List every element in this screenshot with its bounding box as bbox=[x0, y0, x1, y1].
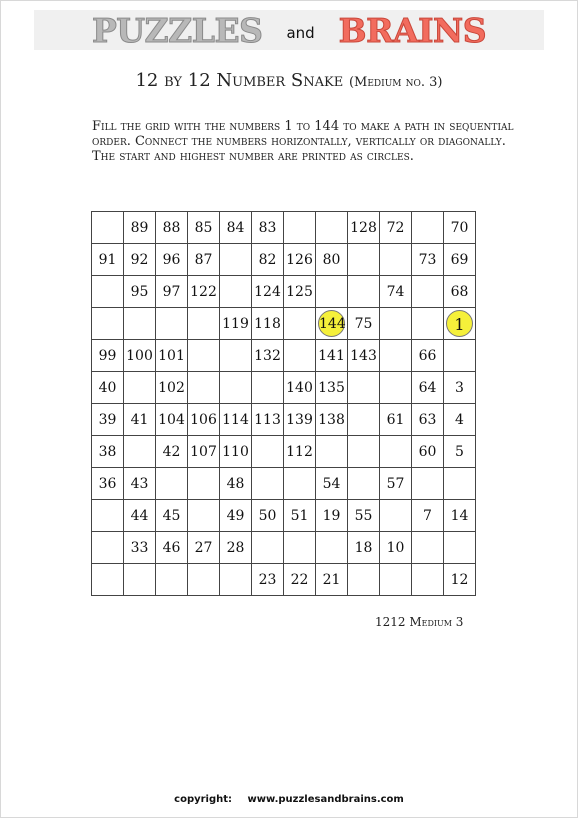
grid-cell[interactable]: 61 bbox=[380, 404, 412, 436]
grid-cell[interactable]: 27 bbox=[188, 532, 220, 564]
grid-cell[interactable] bbox=[188, 340, 220, 372]
grid-cell[interactable]: 74 bbox=[380, 276, 412, 308]
logo-banner bbox=[34, 10, 544, 50]
grid-cell[interactable] bbox=[156, 308, 188, 340]
grid-cell[interactable] bbox=[380, 564, 412, 596]
grid-cell[interactable]: 106 bbox=[188, 404, 220, 436]
grid-cell[interactable]: 46 bbox=[156, 532, 188, 564]
grid-cell[interactable] bbox=[284, 308, 316, 340]
grid-cell[interactable] bbox=[220, 276, 252, 308]
grid-cell[interactable]: 70 bbox=[444, 212, 476, 244]
grid-cell[interactable]: 45 bbox=[156, 500, 188, 532]
grid-cell[interactable]: 50 bbox=[252, 500, 284, 532]
grid-cell[interactable]: 102 bbox=[156, 372, 188, 404]
puzzle-code: 1212 Medium 3 bbox=[375, 615, 464, 629]
grid-cell[interactable]: 72 bbox=[380, 212, 412, 244]
instructions bbox=[92, 119, 562, 164]
grid-cell[interactable]: 40 bbox=[92, 372, 124, 404]
grid-cell[interactable]: 101 bbox=[156, 340, 188, 372]
grid-cell[interactable] bbox=[92, 276, 124, 308]
grid-row bbox=[92, 532, 476, 564]
grid-cell[interactable]: 7 bbox=[412, 500, 444, 532]
grid-cell[interactable]: 39 bbox=[92, 404, 124, 436]
grid-cell[interactable]: 22 bbox=[284, 564, 316, 596]
grid-cell[interactable]: 89 bbox=[124, 212, 156, 244]
grid-row bbox=[92, 500, 476, 532]
grid-cell[interactable]: 68 bbox=[444, 276, 476, 308]
grid-cell[interactable]: 112 bbox=[284, 436, 316, 468]
title-main: 12 by 12 Number Snake bbox=[135, 70, 344, 91]
grid-cell[interactable] bbox=[316, 276, 348, 308]
grid-cell[interactable]: 44 bbox=[124, 500, 156, 532]
grid-cell[interactable] bbox=[412, 532, 444, 564]
grid-cell[interactable]: 87 bbox=[188, 244, 220, 276]
grid-cell[interactable] bbox=[124, 308, 156, 340]
grid-cell[interactable]: 41 bbox=[124, 404, 156, 436]
grid-cell[interactable]: 36 bbox=[92, 468, 124, 500]
page-title bbox=[0, 70, 578, 91]
grid-cell[interactable] bbox=[284, 340, 316, 372]
grid-cell[interactable] bbox=[188, 500, 220, 532]
grid-cell[interactable]: 143 bbox=[348, 340, 380, 372]
grid-cell[interactable] bbox=[220, 244, 252, 276]
grid-cell[interactable] bbox=[380, 340, 412, 372]
logo-brains: BRAINS bbox=[338, 10, 487, 50]
grid-cell[interactable]: 113 bbox=[252, 404, 284, 436]
grid-cell[interactable] bbox=[412, 564, 444, 596]
grid-cell[interactable] bbox=[92, 564, 124, 596]
instruction-line: Fill the grid with the numbers 1 to 144 to make a path in sequential bbox=[92, 119, 514, 134]
grid-cell[interactable]: 99 bbox=[92, 340, 124, 372]
grid-cell[interactable] bbox=[284, 468, 316, 500]
grid-cell[interactable] bbox=[380, 372, 412, 404]
grid-cell[interactable]: 119 bbox=[220, 308, 252, 340]
copyright-footer bbox=[0, 794, 578, 805]
grid-cell[interactable]: 88 bbox=[156, 212, 188, 244]
grid-cell[interactable] bbox=[252, 372, 284, 404]
instruction-line: order. Connect the numbers horizontally, vertically or diagonally. bbox=[92, 134, 506, 149]
grid-cell[interactable] bbox=[316, 212, 348, 244]
grid-cell[interactable]: 132 bbox=[252, 340, 284, 372]
grid-cell[interactable] bbox=[220, 372, 252, 404]
grid-cell[interactable] bbox=[188, 468, 220, 500]
grid-cell[interactable]: 54 bbox=[316, 468, 348, 500]
grid-cell[interactable]: 51 bbox=[284, 500, 316, 532]
grid-cell[interactable] bbox=[412, 212, 444, 244]
grid-cell[interactable]: 19 bbox=[316, 500, 348, 532]
grid-cell[interactable]: 69 bbox=[444, 244, 476, 276]
grid-row bbox=[92, 564, 476, 596]
grid-row bbox=[92, 340, 476, 372]
grid-cell[interactable] bbox=[188, 308, 220, 340]
grid-cell[interactable]: 48 bbox=[220, 468, 252, 500]
grid-cell[interactable]: 23 bbox=[252, 564, 284, 596]
puzzle-grid bbox=[91, 211, 476, 596]
grid-cell[interactable] bbox=[412, 276, 444, 308]
grid-cell[interactable]: 118 bbox=[252, 308, 284, 340]
grid-row bbox=[92, 372, 476, 404]
grid-cell[interactable]: 135 bbox=[316, 372, 348, 404]
title-sub: (Medium no. 3) bbox=[348, 75, 443, 90]
grid-cell[interactable] bbox=[188, 372, 220, 404]
grid-cell[interactable]: 124 bbox=[252, 276, 284, 308]
grid-row bbox=[92, 244, 476, 276]
grid-cell[interactable]: 100 bbox=[124, 340, 156, 372]
grid-row bbox=[92, 212, 476, 244]
grid-cell[interactable]: 55 bbox=[348, 500, 380, 532]
grid-cell[interactable]: 60 bbox=[412, 436, 444, 468]
grid-cell[interactable]: 110 bbox=[220, 436, 252, 468]
grid-cell[interactable]: 64 bbox=[412, 372, 444, 404]
grid-row bbox=[92, 276, 476, 308]
grid-cell[interactable]: 85 bbox=[188, 212, 220, 244]
grid-cell[interactable]: 141 bbox=[316, 340, 348, 372]
grid-cell[interactable]: 43 bbox=[124, 468, 156, 500]
grid-cell[interactable]: 107 bbox=[188, 436, 220, 468]
grid-cell[interactable] bbox=[412, 308, 444, 340]
grid-cell[interactable] bbox=[156, 564, 188, 596]
grid-cell[interactable] bbox=[348, 436, 380, 468]
grid-cell[interactable] bbox=[316, 308, 348, 340]
grid-cell[interactable]: 128 bbox=[348, 212, 380, 244]
grid-cell[interactable] bbox=[444, 340, 476, 372]
grid-cell[interactable] bbox=[348, 468, 380, 500]
grid-cell[interactable] bbox=[348, 372, 380, 404]
grid-cell[interactable] bbox=[380, 500, 412, 532]
grid-row bbox=[92, 436, 476, 468]
grid-cell[interactable]: 126 bbox=[284, 244, 316, 276]
grid-cell[interactable]: 92 bbox=[124, 244, 156, 276]
grid-cell[interactable]: 49 bbox=[220, 500, 252, 532]
grid-row bbox=[92, 308, 476, 340]
grid-cell[interactable]: 80 bbox=[316, 244, 348, 276]
grid-cell[interactable] bbox=[380, 244, 412, 276]
grid-cell[interactable]: 66 bbox=[412, 340, 444, 372]
grid-cell[interactable]: 10 bbox=[380, 532, 412, 564]
grid-cell[interactable] bbox=[188, 564, 220, 596]
grid-cell[interactable] bbox=[252, 436, 284, 468]
grid-cell[interactable]: 95 bbox=[124, 276, 156, 308]
grid-cell[interactable] bbox=[220, 564, 252, 596]
grid-cell[interactable]: 91 bbox=[92, 244, 124, 276]
instruction-line: The start and highest number are printed as circles. bbox=[92, 149, 414, 164]
grid-cell[interactable]: 14 bbox=[444, 500, 476, 532]
copyright-url: www.puzzlesandbrains.com bbox=[247, 794, 404, 805]
grid-cell[interactable]: 122 bbox=[188, 276, 220, 308]
grid-cell[interactable] bbox=[92, 212, 124, 244]
grid-cell[interactable] bbox=[156, 468, 188, 500]
grid-cell[interactable] bbox=[444, 468, 476, 500]
grid-cell[interactable] bbox=[348, 244, 380, 276]
circled-number: 144 bbox=[318, 310, 345, 337]
grid-cell[interactable] bbox=[252, 532, 284, 564]
grid-cell[interactable] bbox=[444, 308, 476, 340]
grid-cell[interactable]: 33 bbox=[124, 532, 156, 564]
grid-cell[interactable] bbox=[220, 340, 252, 372]
grid-cell[interactable]: 84 bbox=[220, 212, 252, 244]
grid-cell[interactable]: 18 bbox=[348, 532, 380, 564]
copyright-label: copyright: bbox=[174, 794, 233, 805]
grid-cell[interactable]: 97 bbox=[156, 276, 188, 308]
grid-cell[interactable] bbox=[348, 276, 380, 308]
grid-row bbox=[92, 404, 476, 436]
grid-cell[interactable]: 82 bbox=[252, 244, 284, 276]
grid-cell[interactable]: 5 bbox=[444, 436, 476, 468]
grid-cell[interactable]: 139 bbox=[284, 404, 316, 436]
grid-cell[interactable]: 28 bbox=[220, 532, 252, 564]
grid-cell[interactable] bbox=[316, 436, 348, 468]
grid-cell[interactable]: 42 bbox=[156, 436, 188, 468]
grid-cell[interactable] bbox=[124, 372, 156, 404]
grid-cell[interactable]: 138 bbox=[316, 404, 348, 436]
grid-cell[interactable]: 83 bbox=[252, 212, 284, 244]
grid-cell[interactable] bbox=[92, 532, 124, 564]
grid-cell[interactable]: 114 bbox=[220, 404, 252, 436]
logo-and: and bbox=[286, 24, 315, 42]
grid-cell[interactable] bbox=[348, 404, 380, 436]
grid-cell[interactable] bbox=[380, 308, 412, 340]
grid-cell[interactable]: 38 bbox=[92, 436, 124, 468]
grid-cell[interactable] bbox=[252, 468, 284, 500]
grid-cell[interactable] bbox=[124, 564, 156, 596]
grid-cell[interactable] bbox=[348, 564, 380, 596]
grid-cell[interactable]: 104 bbox=[156, 404, 188, 436]
grid-cell[interactable]: 73 bbox=[412, 244, 444, 276]
grid-cell[interactable] bbox=[284, 212, 316, 244]
grid-cell[interactable] bbox=[124, 436, 156, 468]
grid-cell[interactable]: 4 bbox=[444, 404, 476, 436]
grid-cell[interactable] bbox=[316, 532, 348, 564]
grid-row bbox=[92, 468, 476, 500]
grid-cell[interactable]: 96 bbox=[156, 244, 188, 276]
grid-cell[interactable]: 12 bbox=[444, 564, 476, 596]
grid-cell[interactable] bbox=[380, 436, 412, 468]
grid-cell[interactable] bbox=[92, 308, 124, 340]
grid-cell[interactable]: 63 bbox=[412, 404, 444, 436]
grid-cell[interactable] bbox=[412, 468, 444, 500]
logo-puzzles: PUZZLES bbox=[91, 10, 263, 50]
grid-cell[interactable] bbox=[284, 532, 316, 564]
grid-cell[interactable]: 125 bbox=[284, 276, 316, 308]
grid-cell[interactable] bbox=[92, 500, 124, 532]
grid-cell[interactable]: 57 bbox=[380, 468, 412, 500]
circled-number: 1 bbox=[446, 310, 473, 337]
grid-cell[interactable]: 3 bbox=[444, 372, 476, 404]
grid-cell[interactable]: 21 bbox=[316, 564, 348, 596]
grid-cell[interactable] bbox=[444, 532, 476, 564]
grid-cell[interactable]: 140 bbox=[284, 372, 316, 404]
grid-cell[interactable]: 75 bbox=[348, 308, 380, 340]
